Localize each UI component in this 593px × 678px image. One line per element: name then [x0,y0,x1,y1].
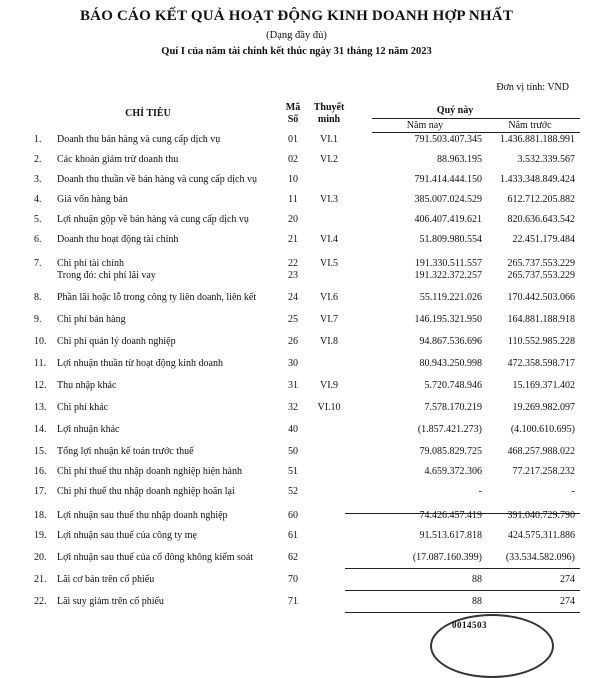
table-row [0,194,593,208]
row-previous-year: 19.269.982.097 [512,402,575,413]
table-row [0,552,593,566]
row-number: 2. [34,154,42,165]
row-indicator: Tổng lợi nhuận kế toán trước thuế [57,446,194,457]
row-current-year: 74.426.457.419 [419,510,482,521]
row-code: 60 [288,510,298,521]
row-number: 10. [34,336,47,347]
row-indicator: Thu nhập khác [57,380,117,391]
row-indicator: Doanh thu hoạt động tài chính [57,234,179,245]
table-row [0,336,593,350]
row-indicator: Lợi nhuận gộp về bán hàng và cung cấp dịch vụ [57,214,249,225]
row-code: 02 [288,154,298,165]
row-indicator: Chi phí bán hàng [57,314,126,325]
row-indicator: Chi phí thuế thu nhập doanh nghiệp hiện hành [57,466,242,477]
table-row [0,214,593,228]
row-indicator: Chi phí khác [57,402,109,413]
row-indicator: Chi phí tài chính [57,258,124,269]
row-previous-year: 15.169.371.402 [512,380,575,391]
row-indicator: Lãi suy giảm trên cổ phiếu [57,596,164,607]
company-seal-stamp [430,614,554,678]
row-current-year: 94.867.536.696 [419,336,482,347]
row-code: 26 [288,336,298,347]
row-current-year: 88 [472,596,482,607]
row-previous-year: 472.358.598.717 [507,358,575,369]
row-previous-year: 22.451.179.484 [512,234,575,245]
row-current-year: 4.659.372.306 [424,466,482,477]
row-previous-year: 274 [560,596,575,607]
row-indicator: Chi phí thuế thu nhập doanh nghiệp hoãn lại [57,486,235,497]
header-current-year: Năm nay [406,120,444,131]
row-indicator: Giá vốn hàng bán [57,194,128,205]
row-current-year: 406.407.419.621 [414,214,482,225]
row-previous-year: 3.532.339.567 [517,154,575,165]
table-row [0,466,593,480]
table-row [0,270,593,284]
table-row [0,574,593,588]
table-row [0,134,593,148]
row-number: 20. [34,552,47,563]
row-code: 20 [288,214,298,225]
row-code: 23 [288,270,298,281]
row-number: 15. [34,446,47,457]
row-previous-year: 1.436.881.188.991 [500,134,575,145]
table-row [0,446,593,460]
row-current-year: 146.195.321.950 [414,314,482,325]
row-previous-year: 164.881.188.918 [507,314,575,325]
table-row [0,292,593,306]
row-code: 61 [288,530,298,541]
row-current-year: 88 [472,574,482,585]
row-number: 7. [34,258,42,269]
row-number: 3. [34,174,42,185]
row-previous-year: 110.552.985.228 [507,336,575,347]
row-indicator: Lợi nhuận thuần từ hoạt động kinh doanh [57,358,223,369]
row-code: 70 [288,574,298,585]
row-number: 9. [34,314,42,325]
table-row [0,380,593,394]
row-current-year: 791.503.407.345 [414,134,482,145]
row-current-year: 88.963.195 [437,154,482,165]
row-note: VI.7 [319,314,339,325]
header-code-line2: Số [287,114,299,125]
row-previous-year: (33.534.582.096) [505,552,575,563]
table-row [0,154,593,168]
row-previous-year: 1.433.348.849.424 [500,174,575,185]
row-previous-year: 265.737.553.229 [507,270,575,281]
row-current-year: (1.857.421.273) [417,424,482,435]
report-subtitle: (Dạng đầy đủ) [266,30,327,41]
row-code: 01 [288,134,298,145]
row-code: 50 [288,446,298,457]
row-previous-year: 468.257.988.022 [507,446,575,457]
row-previous-year: 170.442.503.066 [507,292,575,303]
row-note: VI.3 [319,194,339,205]
row-code: 10 [288,174,298,185]
row-current-year: 79.085.829.725 [419,446,482,457]
row-code: 25 [288,314,298,325]
row-number: 18. [34,510,47,521]
row-indicator: Doanh thu thuần về bán hàng và cung cấp dịch vụ [57,174,257,185]
row-previous-year: 424.575.311.886 [507,530,575,541]
table-row [0,424,593,438]
header-note-line1: Thuyết [313,102,345,113]
table-row [0,358,593,372]
row-current-year: 91.513.617.818 [419,530,482,541]
row-number: 1. [34,134,42,145]
report-period: Quí I của năm tài chính kết thúc ngày 31 tháng 12 năm 2023 [161,46,432,57]
table-row [0,314,593,328]
eps-rule [345,590,580,591]
row-indicator: Trong đó: chi phí lãi vay [57,270,156,281]
row-note: VI.8 [319,336,339,347]
table-row [0,174,593,188]
row-note: VI.10 [317,402,341,413]
row-number: 5. [34,214,42,225]
subtotal-rule-top [345,513,580,514]
row-number: 16. [34,466,47,477]
subtotal-rule-bottom [345,568,580,569]
row-current-year: 191.322.372.257 [414,270,482,281]
row-code: 21 [288,234,298,245]
row-code: 52 [288,486,298,497]
header-bottom-rule [372,132,580,133]
row-number: 8. [34,292,42,303]
row-number: 22. [34,596,47,607]
row-note: VI.4 [319,234,339,245]
header-code-line1: Mã [285,102,301,113]
row-code: 31 [288,380,298,391]
header-note-line2: minh [317,114,341,125]
header-indicator: CHỈ TIÊU [125,108,171,119]
row-note: VI.2 [319,154,339,165]
row-code: 22 [288,258,298,269]
row-indicator: Doanh thu bán hàng và cung cấp dịch vụ [57,134,221,145]
row-indicator: Các khoản giảm trừ doanh thu [57,154,179,165]
row-previous-year: 820.636.643.542 [507,214,575,225]
row-previous-year: 391.040.729.790 [507,510,575,521]
row-code: 24 [288,292,298,303]
report-title: BÁO CÁO KẾT QUẢ HOẠT ĐỘNG KINH DOANH HỢP NHẤT [79,8,514,24]
header-previous-year: Năm trước [508,120,552,131]
row-note: VI.9 [319,380,339,391]
row-number: 12. [34,380,47,391]
row-current-year: 791.414.444.150 [414,174,482,185]
row-code: 62 [288,552,298,563]
row-number: 4. [34,194,42,205]
row-number: 6. [34,234,42,245]
row-note: VI.1 [319,134,339,145]
row-code: 32 [288,402,298,413]
seal-number: 0014503 [452,620,487,630]
row-indicator: Lợi nhuận sau thuế của cổ đông không kiểm soát [57,552,254,563]
row-code: 71 [288,596,298,607]
row-code: 40 [288,424,298,435]
row-number: 21. [34,574,47,585]
row-indicator: Lợi nhuận sau thuế thu nhập doanh nghiệp [57,510,228,521]
row-code: 11 [288,194,298,205]
table-row [0,530,593,544]
row-current-year: 51.809.980.554 [419,234,482,245]
row-current-year: 55.119.221.026 [419,292,482,303]
row-current-year: 80.943.250.998 [419,358,482,369]
row-code: 51 [288,466,298,477]
row-number: 11. [34,358,47,369]
row-indicator: Lợi nhuận sau thuế của công ty mẹ [57,530,197,541]
table-row [0,402,593,416]
row-current-year: 191.330.511.557 [414,258,482,269]
row-number: 14. [34,424,47,435]
row-current-year: 7.578.170.219 [424,402,482,413]
table-row [0,486,593,500]
row-current-year: (17.087.160.399) [412,552,482,563]
row-number: 17. [34,486,47,497]
row-previous-year: 274 [560,574,575,585]
row-current-year: 5.720.748.946 [424,380,482,391]
row-note: VI.6 [319,292,339,303]
row-previous-year: 77.217.258.232 [512,466,575,477]
row-current-year: 385.007.024.529 [414,194,482,205]
row-previous-year: - [571,486,575,497]
row-previous-year: 612.712.205.882 [507,194,575,205]
row-note: VI.5 [319,258,339,269]
row-current-year: - [478,486,482,497]
row-indicator: Lợi nhuận khác [57,424,120,435]
row-previous-year: (4.100.610.695) [510,424,575,435]
header-quarter: Quý này [436,105,474,116]
row-indicator: Lãi cơ bản trên cổ phiếu [57,574,155,585]
row-code: 30 [288,358,298,369]
row-number: 13. [34,402,47,413]
table-row [0,596,593,610]
currency-unit: Đơn vị tính: VND [496,82,569,93]
eps-rule-2 [345,612,580,613]
row-number: 19. [34,530,47,541]
row-indicator: Phần lãi hoặc lỗ trong công ty liên doanh, liên kết [57,292,257,303]
row-indicator: Chi phí quản lý doanh nghiệp [57,336,176,347]
header-rule [372,118,580,119]
row-previous-year: 265.737.553.229 [507,258,575,269]
table-row [0,234,593,248]
